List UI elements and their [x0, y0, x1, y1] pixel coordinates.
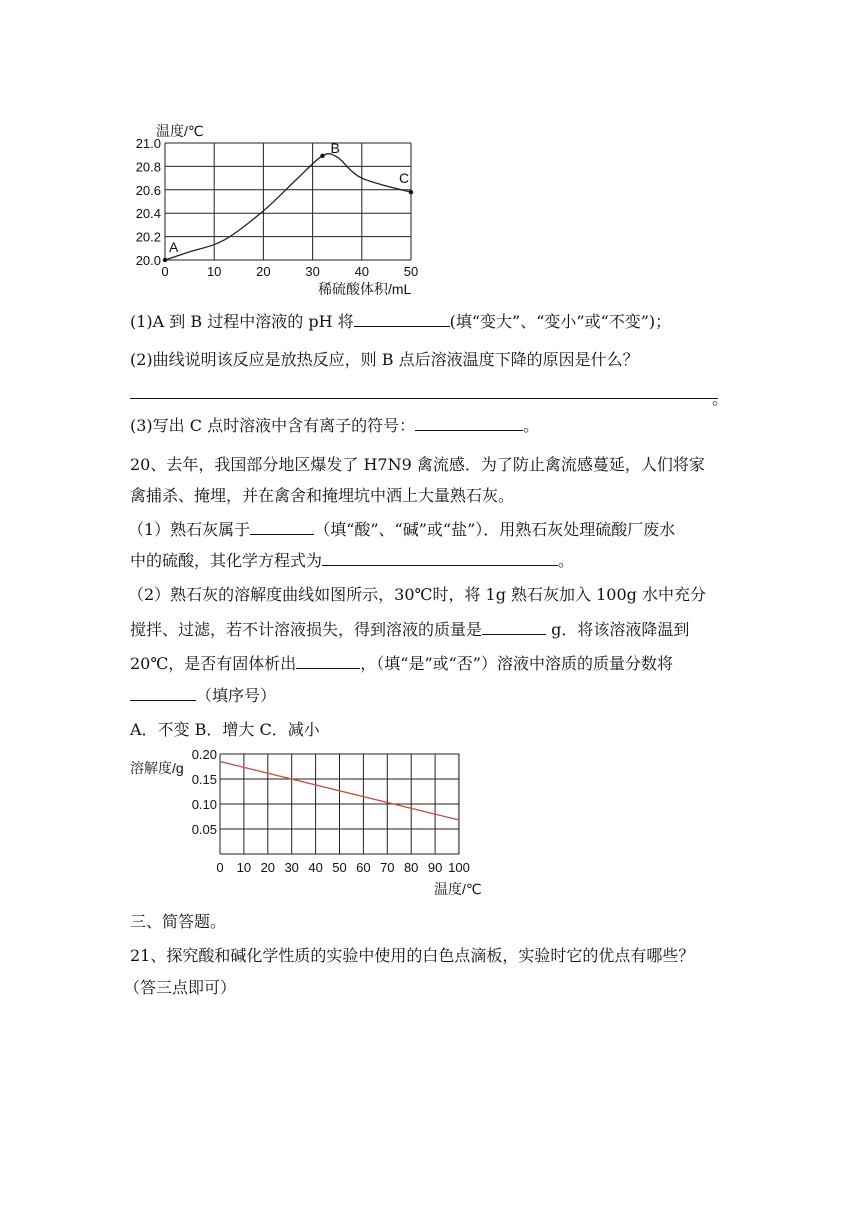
q20-intro-line1: 20、去年，我国部分地区爆发了 H7N9 禽流感．为了防止禽流感蔓延，人们将家	[130, 455, 705, 474]
q20-2-fraction-text: ，（填“是”或“否”）溶液中溶质的质量分数将	[360, 654, 673, 673]
chart2-x-tick-label: 30	[284, 860, 299, 875]
chart2-x-tick-label: 10	[236, 860, 252, 875]
q19-3-blank[interactable]	[415, 416, 523, 431]
q20-options: A．不变 B．增大 C．减小	[130, 720, 320, 739]
chart2-x-tick-label: 80	[403, 860, 419, 875]
q20-2-precipitate-blank[interactable]	[296, 654, 360, 669]
chart1-y-tick-label: 20.4	[135, 206, 161, 222]
chart1-point-a	[163, 258, 167, 262]
q20-part1-line2	[130, 551, 574, 571]
chart1-point-c	[409, 190, 413, 194]
chart2-x-tick-label: 0	[216, 860, 224, 875]
chart2-x-tick-label: 40	[308, 860, 323, 875]
chart2-x-tick-label: 20	[260, 860, 276, 875]
chart2-x-tick-label: 100	[448, 860, 470, 875]
q19-3-period: 。	[523, 416, 540, 435]
chart1-point-b	[320, 154, 324, 158]
chart2-x-ticks	[216, 860, 469, 875]
chart1-point-label: A	[169, 239, 179, 255]
solubility-chart	[128, 748, 488, 898]
q20-2-fraction-hint: （填序号）	[196, 686, 277, 705]
chart1-curve	[165, 154, 411, 260]
q19-part1	[130, 312, 671, 332]
chart2-x-tick-label: 90	[427, 860, 443, 875]
q20-part2-line4	[130, 686, 276, 706]
q21-line1: 21、探究酸和碱化学性质的实验中使用的白色点滴板，实验时它的优点有哪些？	[130, 946, 695, 965]
q19-1-blank[interactable]	[354, 312, 450, 327]
q20-intro-line2: 禽捕杀、掩埋，并在禽舍和掩埋坑中洒上大量熟石灰。	[130, 486, 515, 505]
chart1-x-tick-label: 20	[256, 264, 271, 279]
q20-1-equation-blank[interactable]	[322, 551, 558, 566]
chart2-grid	[220, 754, 459, 854]
q19-2-answer-line[interactable]	[130, 398, 718, 399]
chart2-y-tick-label: 0.20	[191, 748, 217, 762]
chart1-grid	[165, 143, 411, 260]
q19-1-text: (1)A 到 B 过程中溶液的 pH 将	[130, 312, 354, 331]
q20-2-cool-text: g．将该溶液降温到	[546, 620, 690, 639]
q20-2-mass-blank[interactable]	[482, 620, 546, 635]
temperature-chart	[128, 118, 428, 298]
q21-line2: （答三点即可）	[124, 978, 237, 997]
chart1-ylabel: 温度/℃	[156, 123, 204, 139]
chart2-x-tick-label: 60	[356, 860, 371, 875]
q20-1-equation-text: 中的硫酸，其化学方程式为	[130, 551, 323, 570]
chart1-y-tick-label: 20.0	[135, 253, 161, 268]
q19-part2: (2)曲线说明该反应是放热反应，则 B 点后溶液温度下降的原因是什么？	[130, 350, 639, 369]
chart2-y-tick-label: 0.05	[191, 822, 217, 837]
q20-1-text: （1）熟石灰属于	[128, 520, 251, 539]
chart1-x-tick-label: 0	[161, 264, 169, 279]
q19-part3	[130, 416, 539, 436]
chart2-x-tick-label: 50	[332, 860, 347, 875]
chart2-y-tick-label: 0.10	[191, 797, 217, 812]
q20-part1-line1	[128, 520, 675, 540]
chart2-ylabel: 溶解度/g	[130, 760, 184, 776]
q20-1-period: 。	[558, 551, 575, 570]
chart1-xlabel: 稀硫酸体积/mL	[318, 281, 412, 297]
chart1-y-tick-label: 21.0	[135, 136, 161, 151]
q19-3-text: (3)写出 C 点时溶液中含有离子的符号：	[130, 416, 416, 435]
chart1-x-tick-label: 40	[354, 264, 370, 279]
chart1-point-label: B	[330, 139, 340, 156]
q20-part2-line2	[130, 620, 689, 640]
q20-part2-line3	[130, 654, 673, 674]
q20-2-precipitate-text: 20℃，是否有固体析出	[130, 654, 297, 673]
chart1-x-tick-label: 50	[403, 264, 419, 279]
section-3-heading: 三、简答题。	[130, 912, 227, 931]
q20-1-hint: （填“酸”、“碱”或“盐”）．用熟石灰处理硫酸厂废水	[314, 520, 676, 539]
chart1-x-ticks	[161, 264, 418, 279]
chart1-y-tick-label: 20.8	[135, 159, 161, 175]
chart1-x-tick-label: 10	[206, 264, 222, 279]
chart2-y-ticks	[192, 748, 217, 837]
chart2-y-tick-label: 0.15	[191, 772, 217, 787]
q19-2-period: 。	[712, 389, 729, 408]
q20-2-fraction-blank[interactable]	[130, 686, 196, 701]
chart2-x-tick-label: 70	[380, 860, 395, 875]
q20-part2-line1: （2）熟石灰的溶解度曲线如图所示，30℃时，将 1g 熟石灰加入 100g 水中充分	[128, 585, 706, 604]
chart2-xlabel: 温度/℃	[434, 881, 482, 897]
q20-1-blank[interactable]	[250, 520, 314, 535]
chart1-point-label: C	[399, 170, 410, 187]
q20-2-mass-text: 搅拌、过滤，若不计溶液损失，得到溶液的质量是	[130, 620, 483, 639]
chart1-y-tick-label: 20.6	[135, 182, 161, 198]
chart1-y-tick-label: 20.2	[135, 229, 161, 245]
q19-1-hint: (填“变大”、“变小”或“不变”)；	[449, 312, 672, 331]
chart1-x-tick-label: 30	[305, 264, 320, 279]
chart1-points	[163, 140, 413, 262]
chart1-y-ticks	[136, 136, 161, 268]
